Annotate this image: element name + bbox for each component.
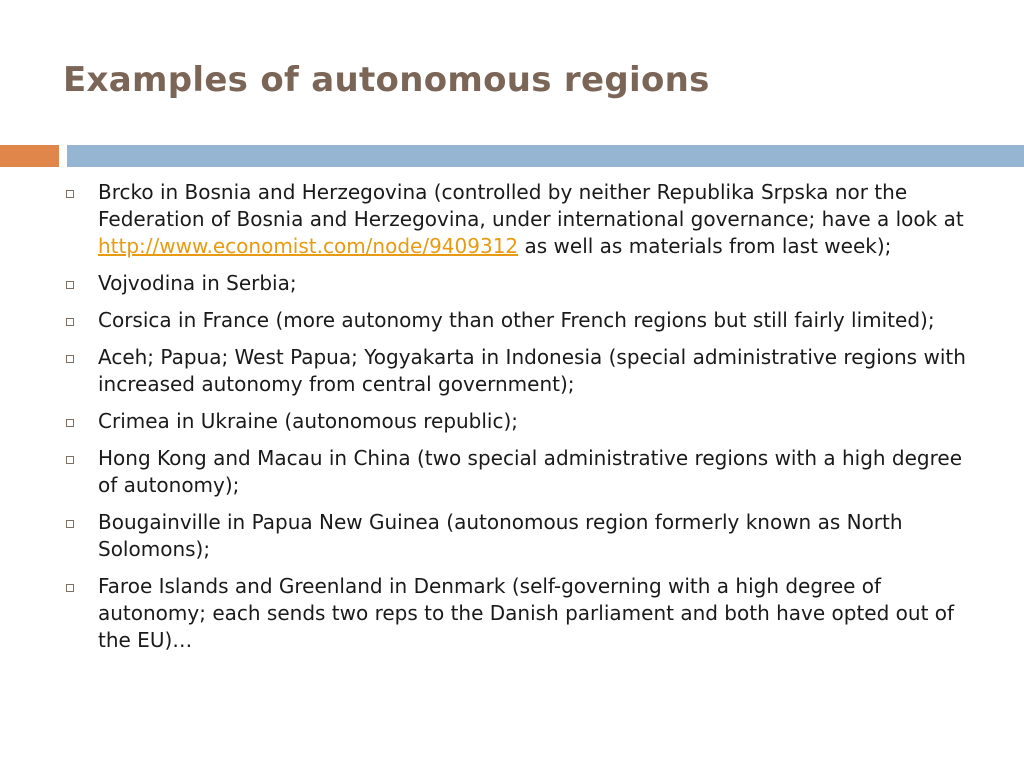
bullet-text: Vojvodina in Serbia; [98, 271, 297, 295]
bullet-text: Corsica in France (more autonomy than other French regions but still fairly limited); [98, 308, 935, 332]
square-bullet-icon [64, 307, 98, 334]
bullet-text: Hong Kong and Macau in China (two special administrative regions with a high degree of autonomy); [98, 446, 963, 497]
bullet-text [98, 179, 974, 260]
bullet-item-crimea [64, 408, 974, 435]
economist-link[interactable]: http://www.economist.com/node/9409312 [98, 234, 519, 258]
bullet-text: Bougainville in Papua New Guinea (autonomous region formerly known as North Solomons); [98, 510, 903, 561]
square-bullet-icon [64, 344, 98, 371]
bullet-item-hong-kong-macau [64, 445, 974, 499]
bullet-list [64, 179, 974, 664]
bullet-item-indonesia [64, 344, 974, 398]
bullet-text-part: Brcko in Bosnia and Herzegovina (controlled by neither Republika Srpska nor the Federation of Bosnia and Herzegovina, under international governance; have a look at [98, 180, 964, 231]
square-bullet-icon [64, 445, 98, 472]
square-bullet-icon [64, 179, 98, 206]
title-divider-bar [67, 145, 1024, 167]
slide-title: Examples of autonomous regions [63, 60, 710, 100]
bullet-item-brcko [64, 179, 974, 260]
bullet-text: Aceh; Papua; West Papua; Yogyakarta in Indonesia (special administrative regions with increased autonomy from central government); [98, 345, 966, 396]
bullet-item-corsica [64, 307, 974, 334]
bullet-text: Crimea in Ukraine (autonomous republic); [98, 409, 519, 433]
square-bullet-icon [64, 270, 98, 297]
title-accent-bar [0, 145, 59, 167]
square-bullet-icon [64, 509, 98, 536]
square-bullet-icon [64, 408, 98, 435]
square-bullet-icon [64, 573, 98, 600]
bullet-item-vojvodina [64, 270, 974, 297]
bullet-item-bougainville [64, 509, 974, 563]
bullet-item-faroe-greenland [64, 573, 974, 654]
bullet-text-part: as well as materials from last week); [518, 234, 892, 258]
bullet-text: Faroe Islands and Greenland in Denmark (self-governing with a high degree of autonomy; each sends two reps to the Danish parliament and both have opted out of the EU)… [98, 574, 955, 652]
